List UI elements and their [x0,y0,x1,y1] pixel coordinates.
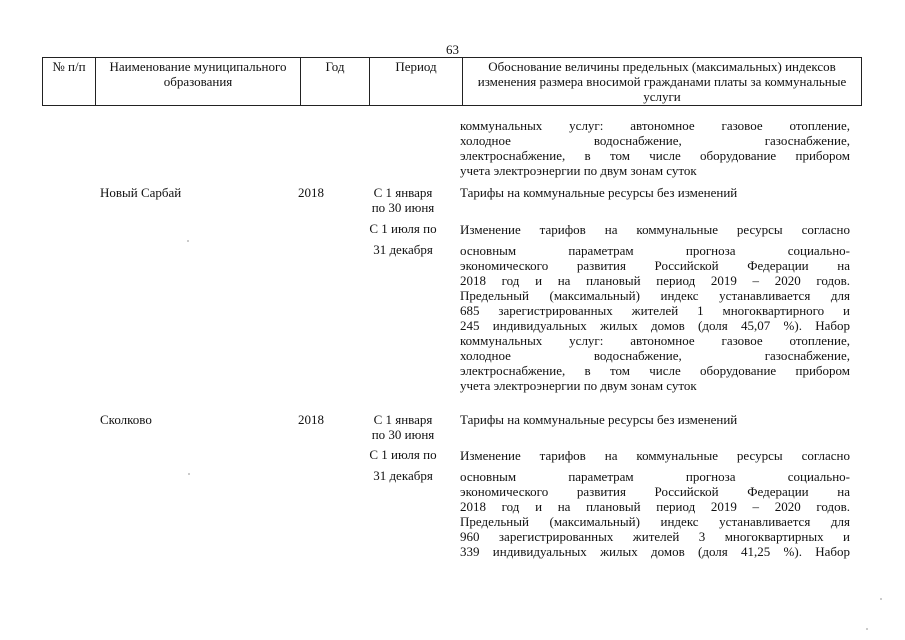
row-text-1 [460,412,850,427]
text-line: экономического развития Российской Федерации на [460,258,850,273]
period-line: 31 декабря [373,242,433,257]
row-period-1 [358,412,448,442]
row-municipality: Сколково [100,412,152,427]
header-period: Период [370,58,463,106]
text-line: Тарифы на коммунальные ресурсы без изменений [460,185,738,200]
period-line: С 1 июля по [369,221,437,236]
text-line: основным параметрам прогноза социально- [460,469,850,484]
text-line: основным параметрам прогноза социально- [460,243,850,258]
scan-speck [866,628,868,630]
period-line: С 1 января [373,185,433,200]
row-text-2 [460,222,850,393]
row-period-2 [358,221,448,257]
text-line: экономического развития Российской Федерации на [460,484,850,499]
row-text-1 [460,185,850,200]
text-line: 960 зарегистрированных жителей 3 многоквартирных и [460,529,850,544]
text-line: Изменение тарифов на коммунальные ресурсы согласно [460,448,850,463]
text-line: Предельный (максимальный) индекс устанавливается для [460,288,850,303]
row-period-1 [358,185,448,215]
text-line: 2018 год и на плановый период 2019 – 2020 годов. [460,273,850,288]
continuation-text [460,118,850,178]
scan-speck [187,240,189,242]
text-line: 245 индивидуальных жилых домов (доля 45,07 %). Набор [460,318,850,333]
header-justification: Обоснование величины предельных (максимальных) индексов изменения размера вносимой гражданами платы за коммунальные услуги [463,58,862,106]
text-line: коммунальных услуг: автономное газовое отопление, [460,118,850,133]
header-year: Год [301,58,370,106]
row-year: 2018 [298,412,324,427]
period-line: С 1 января [373,412,433,427]
scan-speck [880,598,882,600]
header-municipality: Наименование муниципального образования [96,58,301,106]
scan-speck [188,473,190,475]
row-text-2 [460,448,850,559]
text-line: 685 зарегистрированных жителей 1 многоквартирного и [460,303,850,318]
period-line: С 1 июля по [369,447,437,462]
text-line: Предельный (максимальный) индекс устанавливается для [460,514,850,529]
text-line: Тарифы на коммунальные ресурсы без изменений [460,412,738,427]
text-line: коммунальных услуг: автономное газовое отопление, [460,333,850,348]
page-number: 63 [446,42,459,57]
row-year: 2018 [298,185,324,200]
table-header [42,57,862,106]
text-line: учета электроэнергии по двум зонам суток [460,163,697,178]
text-line: холодное водоснабжение, газоснабжение, [460,133,850,148]
text-line: Изменение тарифов на коммунальные ресурсы согласно [460,222,850,237]
row-municipality: Новый Сарбай [100,185,182,200]
text-line: 339 индивидуальных жилых домов (доля 41,25 %). Набор [460,544,850,559]
period-line: 31 декабря [373,468,433,483]
text-line: учета электроэнергии по двум зонам суток [460,378,697,393]
text-line: 2018 год и на плановый период 2019 – 2020 годов. [460,499,850,514]
row-period-2 [358,447,448,483]
text-line: электроснабжение, в том числе оборудование прибором [460,363,850,378]
period-line: по 30 июня [371,200,435,215]
period-line: по 30 июня [371,427,435,442]
header-num: № п/п [43,58,96,106]
text-line: холодное водоснабжение, газоснабжение, [460,348,850,363]
text-line: электроснабжение, в том числе оборудование прибором [460,148,850,163]
